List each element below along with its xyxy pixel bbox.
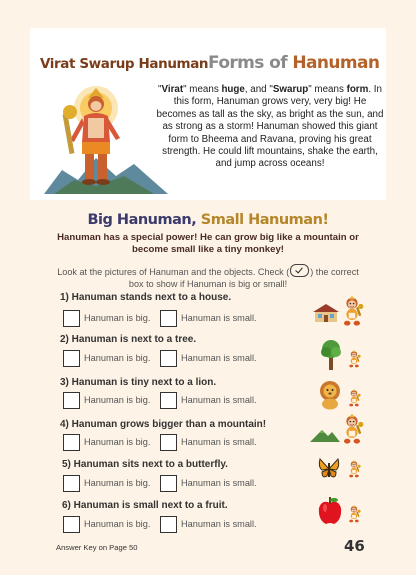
q5-option-small[interactable] bbox=[160, 475, 260, 493]
hanuman-big-icon bbox=[340, 296, 364, 328]
virat-swarup-title: Virat Swarup Hanuman bbox=[40, 56, 209, 72]
q3-small-checkbox[interactable] bbox=[160, 392, 177, 409]
question-3-text: 3) Hanuman is tiny next to a lion. bbox=[60, 377, 217, 388]
q4-big-checkbox[interactable] bbox=[63, 434, 80, 451]
q6-big-checkbox[interactable] bbox=[63, 516, 80, 533]
instructions-part1: Look at the pictures of Hanuman and the objects. Check ( bbox=[57, 267, 290, 277]
apple-icon bbox=[316, 496, 344, 526]
desc-word-form: form bbox=[346, 84, 369, 95]
tree-icon bbox=[318, 339, 344, 371]
mountain-icon bbox=[310, 426, 340, 442]
section-intro: Hanuman has a special power! He can grow big like a mountain or become small like a tiny monkey! bbox=[57, 232, 359, 255]
desc-rest: . In this form, Hanuman grows very, very big! He becomes as tall as the sky, as bright as the sun, and as strong as a storm! Hanuman showed this giant form to Bheema and Ravana, proving his great strength. He could lift mountains, shake the earth, and jump across oceans! bbox=[156, 84, 384, 170]
desc-quote-open: " bbox=[158, 84, 162, 95]
desc-word-virat: Virat bbox=[161, 84, 184, 95]
q5-big-label: Hanuman is big. bbox=[84, 478, 151, 488]
virat-hanuman-illustration bbox=[44, 84, 168, 194]
q3-big-checkbox[interactable] bbox=[63, 392, 80, 409]
q2-small-checkbox[interactable] bbox=[160, 350, 177, 367]
hanuman-label: Hanuman bbox=[292, 53, 380, 73]
q1-big-checkbox[interactable] bbox=[63, 310, 80, 327]
desc-word-swarup: Swarup bbox=[272, 84, 309, 95]
hanuman-small-icon bbox=[347, 505, 361, 524]
forms-of-hanuman-title bbox=[208, 53, 379, 73]
q6-small-checkbox[interactable] bbox=[160, 516, 177, 533]
q3-option-small[interactable] bbox=[160, 392, 260, 410]
q4-big-label: Hanuman is big. bbox=[84, 437, 151, 447]
info-card bbox=[30, 28, 386, 200]
q3-big-label: Hanuman is big. bbox=[84, 395, 151, 405]
answer-key-note: Answer Key on Page 50 bbox=[56, 543, 138, 552]
question-5-text: 5) Hanuman sits next to a butterfly. bbox=[62, 459, 228, 470]
q2-big-label: Hanuman is big. bbox=[84, 353, 151, 363]
q2-option-big[interactable] bbox=[63, 350, 153, 368]
q1-small-checkbox[interactable] bbox=[160, 310, 177, 327]
checkmark-icon bbox=[290, 264, 309, 277]
desc-and: , and " bbox=[244, 84, 273, 95]
q1-option-small[interactable] bbox=[160, 310, 260, 328]
q3-small-label: Hanuman is small. bbox=[181, 395, 257, 405]
butterfly-icon bbox=[318, 457, 340, 481]
q6-option-big[interactable] bbox=[63, 516, 153, 534]
hanuman-small-icon bbox=[347, 389, 361, 408]
q1-option-big[interactable] bbox=[63, 310, 153, 328]
house-icon bbox=[312, 303, 340, 323]
q4-small-checkbox[interactable] bbox=[160, 434, 177, 451]
q5-option-big[interactable] bbox=[63, 475, 153, 493]
q1-big-label: Hanuman is big. bbox=[84, 313, 151, 323]
q6-small-label: Hanuman is small. bbox=[181, 519, 257, 529]
hanuman-small-icon bbox=[347, 460, 361, 479]
section-title bbox=[0, 212, 416, 228]
q5-small-label: Hanuman is small. bbox=[181, 478, 257, 488]
desc-word-huge: huge bbox=[221, 84, 245, 95]
section-title-part2: Small Hanuman! bbox=[200, 212, 329, 228]
instructions bbox=[54, 264, 362, 290]
virat-swarup-description bbox=[156, 84, 384, 171]
lion-icon bbox=[316, 380, 344, 410]
q3-option-big[interactable] bbox=[63, 392, 153, 410]
question-6-text: 6) Hanuman is small next to a fruit. bbox=[62, 500, 228, 511]
hanuman-small-icon bbox=[347, 350, 361, 369]
q2-small-label: Hanuman is small. bbox=[181, 353, 257, 363]
q4-small-label: Hanuman is small. bbox=[181, 437, 257, 447]
page-number: 46 bbox=[344, 537, 365, 555]
section-title-part1: Big Hanuman, bbox=[87, 212, 201, 228]
q6-big-label: Hanuman is big. bbox=[84, 519, 151, 529]
hanuman-big-icon bbox=[340, 414, 364, 446]
desc-means-1: " means bbox=[183, 84, 222, 95]
forms-of-label: Forms of bbox=[208, 53, 293, 73]
q6-option-small[interactable] bbox=[160, 516, 260, 534]
q5-small-checkbox[interactable] bbox=[160, 475, 177, 492]
desc-means-2: " means bbox=[308, 84, 347, 95]
q5-big-checkbox[interactable] bbox=[63, 475, 80, 492]
q4-option-big[interactable] bbox=[63, 434, 153, 452]
q2-big-checkbox[interactable] bbox=[63, 350, 80, 367]
q2-option-small[interactable] bbox=[160, 350, 260, 368]
instructions-part2: ) the correct box to show if Hanuman is big or small! bbox=[128, 267, 359, 289]
q4-option-small[interactable] bbox=[160, 434, 260, 452]
question-2-text: 2) Hanuman is next to a tree. bbox=[60, 334, 197, 345]
question-1-text: 1) Hanuman stands next to a house. bbox=[60, 292, 232, 303]
q1-small-label: Hanuman is small. bbox=[181, 313, 257, 323]
question-4-text: 4) Hanuman grows bigger than a mountain! bbox=[60, 419, 267, 430]
